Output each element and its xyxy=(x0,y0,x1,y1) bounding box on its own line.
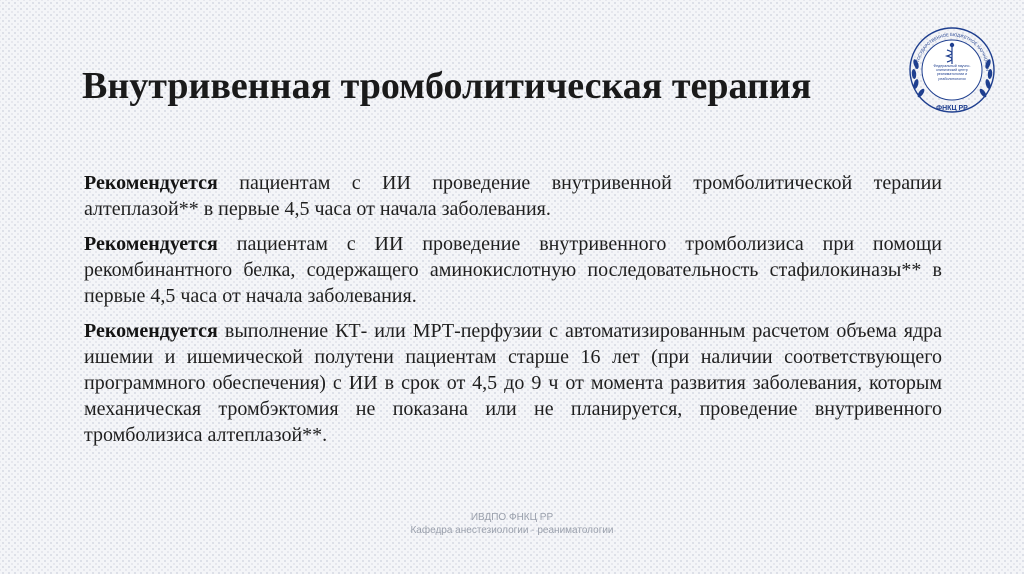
recommendation-text: пациентам с ИИ проведение внутривенной тромболитической терапии алтеплазой** в первые 4,5 часа от начала заболевания. xyxy=(84,172,942,220)
recommendation-paragraph-3 xyxy=(84,318,942,448)
logo-bottom-text: ФНКЦ РР xyxy=(936,105,968,112)
logo-ring-text: ОЕ ГОСУДАРСТВЕННОЕ БЮДЖЕТНОЕ НАУЧНОЕ УЧ xyxy=(913,31,991,71)
recommendation-lead: Рекомендуется xyxy=(84,172,218,194)
slide-title: Внутривенная тромболитическая терапия xyxy=(82,65,812,107)
recommendation-paragraph-1 xyxy=(84,170,942,222)
recommendation-paragraph-2 xyxy=(84,231,942,309)
footer-institute: ИВДПО ФНКЦ РР xyxy=(470,512,554,523)
recommendations-list xyxy=(84,170,942,457)
footer-department: Кафедра анестезиологии - реаниматологии xyxy=(410,525,614,536)
recommendation-text: пациентам с ИИ проведение внутривенного тромболизиса при помощи рекомбинантного белка, содержащего аминокислотную последовательность стафилокиназы** в первые 4,5 часа от начала заболевания. xyxy=(84,233,942,307)
recommendation-text: выполнение КТ- или МРТ-перфузии с автоматизированным расчетом объема ядра ишемии и ишемической полутени пациентам старше 16 лет (при наличии соответствующего программного обеспечения) с ИИ в срок от 4,5 до 9 ч от момента развития заболевания, которым механическая тромбэктомия не показана или не планируется, проведение внутривенного тромболизиса алтеплазой**. xyxy=(84,320,942,446)
recommendation-lead: Рекомендуется xyxy=(84,320,218,342)
logo-center-text: Федеральный научно-клинический центр реаниматологии и реабилитологии xyxy=(933,64,971,81)
institution-logo xyxy=(902,24,1002,116)
recommendation-lead: Рекомендуется xyxy=(84,233,218,255)
